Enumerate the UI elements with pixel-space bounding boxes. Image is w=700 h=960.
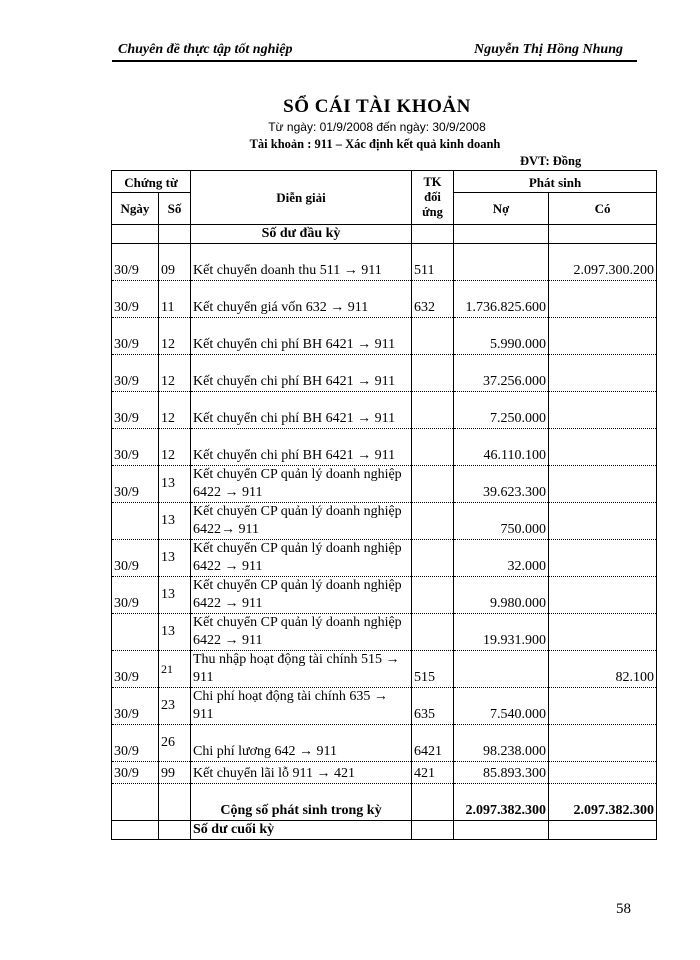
col-header-no: Nợ xyxy=(454,193,549,225)
table-row xyxy=(112,355,657,392)
row-debit xyxy=(454,244,549,281)
row-debit: 39.623.300 xyxy=(454,466,549,503)
row-credit xyxy=(549,392,657,429)
col-header-co: Có xyxy=(549,193,657,225)
row-debit: 98.238.000 xyxy=(454,725,549,762)
row-credit xyxy=(549,688,657,725)
currency-unit: ĐVT: Đồng xyxy=(520,154,582,168)
total-label: Cộng số phát sinh trong kỳ xyxy=(191,784,412,821)
opening-credit-cell xyxy=(549,225,657,244)
col-header-so: Số xyxy=(159,193,191,225)
row-description: Kết chuyển lãi lỗ 911 → 421 xyxy=(191,762,412,784)
row-voucher-no: 09 xyxy=(159,244,191,281)
row-credit: 2.097.300.200 xyxy=(549,244,657,281)
row-debit: 32.000 xyxy=(454,540,549,577)
row-description: Chi phí hoạt động tài chính 635 → 911 xyxy=(191,688,412,725)
page-header xyxy=(112,40,637,62)
row-description: Kết chuyển CP quản lý doanh nghiệp 6422 → 911 xyxy=(191,614,412,651)
row-description: Kết chuyển chi phí BH 6421 → 911 xyxy=(191,429,412,466)
row-voucher-no: 12 xyxy=(159,355,191,392)
table-row xyxy=(112,466,657,503)
opening-balance-label: Số dư đầu kỳ xyxy=(191,225,412,244)
row-description: Chi phí lương 642 → 911 xyxy=(191,725,412,762)
row-description: Kết chuyển giá vốn 632 → 911 xyxy=(191,281,412,318)
header-right-text: Nguyễn Thị Hồng Nhung xyxy=(474,42,623,57)
row-contra-account xyxy=(412,355,454,392)
row-description: Kết chuyển chi phí BH 6421 → 911 xyxy=(191,392,412,429)
opening-no-cell xyxy=(159,225,191,244)
row-voucher-no: 12 xyxy=(159,392,191,429)
row-description: Kết chuyển CP quản lý doanh nghiệp 6422 → 911 xyxy=(191,466,412,503)
row-contra-account xyxy=(412,577,454,614)
row-contra-account xyxy=(412,503,454,540)
row-contra-account: 635 xyxy=(412,688,454,725)
row-date: 30/9 xyxy=(112,429,159,466)
row-credit xyxy=(549,503,657,540)
table-row xyxy=(112,318,657,355)
row-credit xyxy=(549,355,657,392)
total-credit: 2.097.382.300 xyxy=(549,784,657,821)
row-voucher-no: 99 xyxy=(159,762,191,784)
ledger-table xyxy=(111,170,657,840)
table-row xyxy=(112,688,657,725)
table-row xyxy=(112,392,657,429)
table-row xyxy=(112,614,657,651)
table-row xyxy=(112,762,657,784)
row-credit xyxy=(549,577,657,614)
row-voucher-no: 13 xyxy=(159,466,191,503)
table-row xyxy=(112,429,657,466)
row-date: 30/9 xyxy=(112,318,159,355)
row-contra-account xyxy=(412,392,454,429)
row-voucher-no: 13 xyxy=(159,503,191,540)
table-row xyxy=(112,503,657,540)
date-range: Từ ngày: 01/9/2008 đến ngày: 30/9/2008 xyxy=(268,120,486,134)
row-debit: 46.110.100 xyxy=(454,429,549,466)
row-contra-account xyxy=(412,429,454,466)
row-debit: 85.893.300 xyxy=(454,762,549,784)
row-debit: 37.256.000 xyxy=(454,355,549,392)
col-header-dien-giai: Diễn giải xyxy=(191,171,412,225)
row-credit xyxy=(549,466,657,503)
row-date: 30/9 xyxy=(112,577,159,614)
row-date: 30/9 xyxy=(112,651,159,688)
opening-day-cell xyxy=(112,225,159,244)
opening-tk-cell xyxy=(412,225,454,244)
row-date: 30/9 xyxy=(112,762,159,784)
row-debit: 7.250.000 xyxy=(454,392,549,429)
row-description: Kết chuyển CP quản lý doanh nghiệp 6422 → 911 xyxy=(191,540,412,577)
row-date: 30/9 xyxy=(112,392,159,429)
row-contra-account: 421 xyxy=(412,762,454,784)
row-voucher-no: 11 xyxy=(159,281,191,318)
row-voucher-no: 13 xyxy=(159,577,191,614)
table-row xyxy=(112,244,657,281)
col-header-phat-sinh: Phát sinh xyxy=(454,171,657,193)
row-description: Kết chuyển CP quản lý doanh nghiệp 6422→ 911 xyxy=(191,503,412,540)
row-date: 30/9 xyxy=(112,281,159,318)
col-header-chung-tu: Chứng từ xyxy=(112,171,191,193)
row-date: 30/9 xyxy=(112,688,159,725)
row-credit xyxy=(549,614,657,651)
closing-debit-cell xyxy=(454,821,549,840)
total-no-cell xyxy=(159,784,191,821)
row-voucher-no: 21 xyxy=(159,651,191,688)
row-contra-account: 515 xyxy=(412,651,454,688)
row-date: 30/9 xyxy=(112,244,159,281)
col-header-ngay: Ngày xyxy=(112,193,159,225)
total-day-cell xyxy=(112,784,159,821)
row-voucher-no: 13 xyxy=(159,614,191,651)
row-contra-account: 632 xyxy=(412,281,454,318)
row-contra-account xyxy=(412,540,454,577)
row-date: 30/9 xyxy=(112,355,159,392)
row-debit: 5.990.000 xyxy=(454,318,549,355)
closing-day-cell xyxy=(112,821,159,840)
row-debit xyxy=(454,651,549,688)
table-row xyxy=(112,577,657,614)
row-credit xyxy=(549,429,657,466)
row-credit xyxy=(549,540,657,577)
header-rule xyxy=(112,60,637,62)
row-description: Kết chuyển doanh thu 511 → 911 xyxy=(191,244,412,281)
closing-balance-label: Số dư cuối kỳ xyxy=(191,821,412,840)
row-date: 30/9 xyxy=(112,725,159,762)
row-voucher-no: 26 xyxy=(159,725,191,762)
opening-debit-cell xyxy=(454,225,549,244)
row-credit xyxy=(549,281,657,318)
row-description: Thu nhập hoạt động tài chính 515 → 911 xyxy=(191,651,412,688)
row-debit: 19.931.900 xyxy=(454,614,549,651)
row-debit: 750.000 xyxy=(454,503,549,540)
table-row xyxy=(112,540,657,577)
table-row xyxy=(112,725,657,762)
closing-credit-cell xyxy=(549,821,657,840)
row-voucher-no: 12 xyxy=(159,429,191,466)
row-date: 30/9 xyxy=(112,466,159,503)
account-label: Tài khoản : 911 – Xác định kết quả kinh doanh xyxy=(249,137,501,151)
row-debit: 1.736.825.600 xyxy=(454,281,549,318)
row-credit xyxy=(549,725,657,762)
closing-no-cell xyxy=(159,821,191,840)
row-contra-account xyxy=(412,466,454,503)
total-row xyxy=(112,784,657,821)
row-contra-account xyxy=(412,318,454,355)
row-voucher-no: 13 xyxy=(159,540,191,577)
closing-tk-cell xyxy=(412,821,454,840)
row-date xyxy=(112,614,159,651)
total-tk-cell xyxy=(412,784,454,821)
row-debit: 7.540.000 xyxy=(454,688,549,725)
row-description: Kết chuyển chi phí BH 6421 → 911 xyxy=(191,318,412,355)
row-contra-account: 511 xyxy=(412,244,454,281)
page-number: 58 xyxy=(616,901,631,917)
row-date: 30/9 xyxy=(112,540,159,577)
document-title: SỔ CÁI TÀI KHOẢN xyxy=(283,96,471,117)
table-row xyxy=(112,651,657,688)
total-debit: 2.097.382.300 xyxy=(454,784,549,821)
row-contra-account: 6421 xyxy=(412,725,454,762)
row-credit xyxy=(549,318,657,355)
row-voucher-no: 23 xyxy=(159,688,191,725)
col-header-tk-doi-ung: TK đối ứng xyxy=(412,171,454,225)
row-voucher-no: 12 xyxy=(159,318,191,355)
table-row xyxy=(112,281,657,318)
row-description: Kết chuyển chi phí BH 6421 → 911 xyxy=(191,355,412,392)
row-debit: 9.980.000 xyxy=(454,577,549,614)
row-contra-account xyxy=(412,614,454,651)
row-credit xyxy=(549,762,657,784)
header-left-text: Chuyên đề thực tập tốt nghiệp xyxy=(118,42,293,57)
row-date xyxy=(112,503,159,540)
row-description: Kết chuyển CP quản lý doanh nghiệp 6422 → 911 xyxy=(191,577,412,614)
row-credit: 82.100 xyxy=(549,651,657,688)
